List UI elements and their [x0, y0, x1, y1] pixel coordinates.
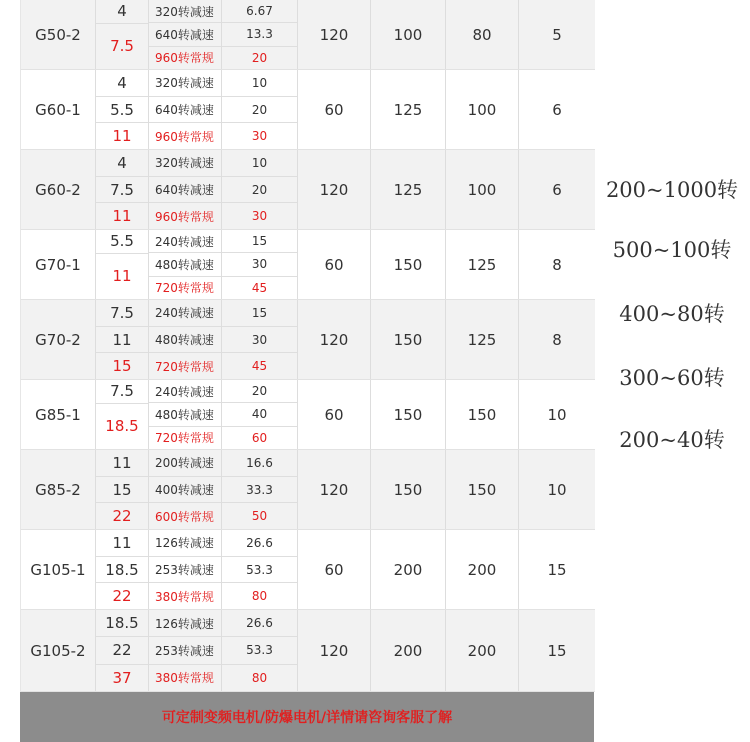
- spec-value: 5: [552, 25, 562, 44]
- ratio-cell: [222, 150, 298, 229]
- model-row: [21, 450, 595, 530]
- power-value: 7.5: [96, 380, 148, 404]
- power-value: 18.5: [96, 610, 148, 637]
- ratio-value: 20: [251, 50, 268, 65]
- spec-value: 6: [552, 100, 562, 119]
- motor-cell: [149, 610, 222, 691]
- speed-range: 400~80转: [619, 302, 725, 326]
- spec-value: 15: [547, 560, 567, 579]
- spec-d-cell: [519, 70, 595, 149]
- spec-value: 8: [552, 255, 562, 274]
- motor-speed: 126转减速: [149, 530, 221, 557]
- ratio-value: 50: [251, 509, 268, 524]
- motor-speed: 640转减速: [149, 97, 221, 124]
- spec-value: 150: [393, 480, 423, 499]
- power-value: 11: [112, 207, 132, 226]
- power-value: 15: [112, 357, 132, 376]
- motor-speed: 320转减速: [149, 150, 221, 177]
- motor-cell: [149, 0, 222, 69]
- model-label: G70-2: [35, 330, 81, 349]
- model-cell: [21, 70, 95, 149]
- motor-speed: 380转常规: [155, 589, 214, 604]
- spec-value: 125: [467, 330, 497, 349]
- motor-speed: 480转减速: [149, 403, 221, 426]
- model-row: [21, 530, 595, 610]
- ratio-value: 26.6: [222, 530, 297, 557]
- motor-speed: 240转减速: [149, 300, 221, 327]
- model-row: [21, 150, 595, 230]
- spec-value: 60: [324, 405, 344, 424]
- motor-cell: [149, 450, 222, 529]
- motor-speed: 720转常规: [155, 359, 214, 374]
- model-row: [21, 0, 595, 70]
- spec-d-cell: [519, 300, 595, 379]
- model-cell: [21, 610, 95, 691]
- ratio-value: 80: [251, 670, 268, 685]
- model-label: G70-1: [35, 255, 81, 274]
- spec-d-cell: [519, 230, 595, 299]
- model-label: G60-2: [35, 180, 81, 199]
- power-value: 7.5: [110, 37, 134, 56]
- model-cell: [21, 380, 95, 449]
- model-row: [21, 230, 595, 300]
- model-label: G50-2: [35, 25, 81, 44]
- spec-a-cell: [298, 0, 371, 69]
- ratio-cell: [222, 230, 298, 299]
- spec-c-cell: [446, 450, 519, 529]
- motor-speed: 320转减速: [149, 70, 221, 97]
- model-label: G105-2: [30, 641, 86, 660]
- spec-value: 150: [393, 255, 423, 274]
- motor-speed: 253转减速: [149, 557, 221, 584]
- ratio-cell: [222, 380, 298, 449]
- motor-speed: 640转减速: [149, 177, 221, 204]
- power-cell: [95, 530, 149, 609]
- spec-d-cell: [519, 610, 595, 691]
- spec-a-cell: [298, 380, 371, 449]
- speed-range: 300~60转: [619, 366, 725, 390]
- model-cell: [21, 530, 95, 609]
- power-value: 7.5: [96, 177, 148, 204]
- ratio-value: 53.3: [222, 557, 297, 584]
- spec-c-cell: [446, 610, 519, 691]
- power-value: 5.5: [96, 97, 148, 124]
- spec-b-cell: [371, 70, 446, 149]
- footer-banner: [20, 692, 594, 742]
- ratio-value: 33.3: [222, 477, 297, 504]
- spec-c-cell: [446, 380, 519, 449]
- spec-d-cell: [519, 530, 595, 609]
- power-value: 11: [96, 327, 148, 354]
- spec-c-cell: [446, 150, 519, 229]
- spec-b-cell: [371, 380, 446, 449]
- power-cell: [95, 610, 149, 691]
- model-cell: [21, 450, 95, 529]
- spec-value: 60: [324, 560, 344, 579]
- speed-range: 200~1000转: [605, 178, 739, 202]
- power-value: 15: [96, 477, 148, 504]
- ratio-value: 26.6: [222, 610, 297, 637]
- power-cell: [95, 70, 149, 149]
- footer-text: 可定制变频电机/防爆电机/详情请咨询客服了解: [161, 710, 453, 726]
- motor-cell: [149, 150, 222, 229]
- spec-value: 8: [552, 330, 562, 349]
- ratio-value: 45: [251, 280, 268, 295]
- ratio-cell: [222, 0, 298, 69]
- spec-d-cell: [519, 450, 595, 529]
- power-value: 4: [96, 150, 148, 177]
- power-cell: [95, 150, 149, 229]
- motor-speed: 640转减速: [149, 23, 221, 46]
- ratio-value: 10: [222, 70, 297, 97]
- power-value: 22: [96, 637, 148, 664]
- motor-cell: [149, 380, 222, 449]
- spec-value: 100: [467, 180, 497, 199]
- spec-value: 150: [393, 405, 423, 424]
- spec-value: 120: [319, 25, 349, 44]
- speed-range-list: [594, 160, 750, 460]
- power-value: 18.5: [105, 417, 139, 436]
- ratio-cell: [222, 70, 298, 149]
- spec-b-cell: [371, 610, 446, 691]
- ratio-value: 16.6: [222, 450, 297, 477]
- spec-value: 6: [552, 180, 562, 199]
- ratio-cell: [222, 610, 298, 691]
- ratio-value: 13.3: [222, 23, 297, 46]
- spec-value: 150: [393, 330, 423, 349]
- ratio-cell: [222, 530, 298, 609]
- spec-a-cell: [298, 70, 371, 149]
- power-cell: [95, 450, 149, 529]
- ratio-cell: [222, 300, 298, 379]
- spec-c-cell: [446, 530, 519, 609]
- motor-cell: [149, 300, 222, 379]
- model-cell: [21, 0, 95, 69]
- motor-speed: 320转减速: [149, 0, 221, 23]
- power-value: 11: [96, 450, 148, 477]
- model-cell: [21, 150, 95, 229]
- spec-value: 10: [547, 405, 567, 424]
- spec-a-cell: [298, 610, 371, 691]
- model-label: G85-1: [35, 405, 81, 424]
- power-value: 37: [112, 668, 132, 687]
- spec-value: 120: [319, 480, 349, 499]
- ratio-value: 6.67: [222, 0, 297, 23]
- spec-b-cell: [371, 230, 446, 299]
- spec-value: 60: [324, 100, 344, 119]
- power-value: 11: [96, 530, 148, 557]
- ratio-value: 45: [251, 359, 268, 374]
- power-value: 4: [96, 0, 148, 24]
- motor-speed: 200转减速: [149, 450, 221, 477]
- model-row: [21, 300, 595, 380]
- spec-a-cell: [298, 530, 371, 609]
- spec-value: 200: [393, 641, 423, 660]
- ratio-value: 60: [251, 430, 268, 445]
- spec-value: 150: [467, 405, 497, 424]
- power-value: 22: [112, 587, 132, 606]
- spec-value: 120: [319, 641, 349, 660]
- spec-value: 100: [393, 25, 423, 44]
- spec-value: 10: [547, 480, 567, 499]
- motor-cell: [149, 70, 222, 149]
- motor-speed: 960转常规: [155, 51, 214, 66]
- power-cell: [95, 380, 149, 449]
- power-value: 4: [96, 70, 148, 97]
- motor-speed: 480转减速: [149, 253, 221, 276]
- spec-d-cell: [519, 150, 595, 229]
- model-label: G60-1: [35, 100, 81, 119]
- power-cell: [95, 300, 149, 379]
- motor-cell: [149, 230, 222, 299]
- power-value: 11: [112, 127, 132, 146]
- power-value: 22: [112, 507, 132, 526]
- ratio-value: 30: [251, 129, 268, 144]
- spec-a-cell: [298, 150, 371, 229]
- ratio-value: 30: [222, 327, 297, 354]
- spec-value: 200: [393, 560, 423, 579]
- spec-value: 100: [467, 100, 497, 119]
- spec-b-cell: [371, 150, 446, 229]
- motor-speed: 126转减速: [149, 610, 221, 637]
- ratio-value: 80: [251, 589, 268, 604]
- ratio-value: 10: [222, 150, 297, 177]
- spec-value: 15: [547, 641, 567, 660]
- spec-value: 150: [467, 480, 497, 499]
- spec-value: 200: [467, 641, 497, 660]
- model-label: G85-2: [35, 480, 81, 499]
- motor-speed: 480转减速: [149, 327, 221, 354]
- speed-range: 500~100转: [612, 238, 732, 262]
- ratio-value: 30: [222, 253, 297, 276]
- power-cell: [95, 230, 149, 299]
- power-cell: [95, 0, 149, 69]
- spec-a-cell: [298, 230, 371, 299]
- spec-value: 200: [467, 560, 497, 579]
- spec-value: 80: [472, 25, 492, 44]
- ratio-value: 15: [222, 300, 297, 327]
- spec-a-cell: [298, 450, 371, 529]
- ratio-value: 20: [222, 177, 297, 204]
- motor-speed: 960转常规: [155, 209, 214, 224]
- power-value: 18.5: [96, 557, 148, 584]
- spec-value: 125: [393, 100, 423, 119]
- model-label: G105-1: [30, 560, 86, 579]
- motor-speed: 960转常规: [155, 129, 214, 144]
- power-value: 5.5: [96, 230, 148, 254]
- spec-value: 60: [324, 255, 344, 274]
- motor-speed: 720转常规: [155, 431, 214, 446]
- speed-range: 200~40转: [619, 428, 725, 452]
- spec-c-cell: [446, 300, 519, 379]
- spec-d-cell: [519, 0, 595, 69]
- spec-c-cell: [446, 0, 519, 69]
- spec-b-cell: [371, 530, 446, 609]
- spec-c-cell: [446, 230, 519, 299]
- model-cell: [21, 300, 95, 379]
- ratio-value: 15: [222, 230, 297, 253]
- ratio-value: 30: [251, 209, 268, 224]
- spec-a-cell: [298, 300, 371, 379]
- motor-cell: [149, 530, 222, 609]
- spec-value: 120: [319, 330, 349, 349]
- power-value: 7.5: [96, 300, 148, 327]
- spec-d-cell: [519, 380, 595, 449]
- model-row: [21, 70, 595, 150]
- ratio-value: 20: [222, 380, 297, 403]
- ratio-value: 53.3: [222, 637, 297, 664]
- spec-b-cell: [371, 0, 446, 69]
- model-row: [21, 380, 595, 450]
- spec-value: 125: [393, 180, 423, 199]
- ratio-value: 20: [222, 97, 297, 124]
- motor-speed: 380转常规: [155, 671, 214, 686]
- spec-b-cell: [371, 450, 446, 529]
- motor-speed: 400转减速: [149, 477, 221, 504]
- model-row: [21, 610, 595, 692]
- spec-b-cell: [371, 300, 446, 379]
- ratio-value: 40: [222, 403, 297, 426]
- motor-speed: 720转常规: [155, 281, 214, 296]
- spec-c-cell: [446, 70, 519, 149]
- specs-table: [20, 0, 594, 692]
- spec-value: 120: [319, 180, 349, 199]
- ratio-cell: [222, 450, 298, 529]
- motor-speed: 240转减速: [149, 230, 221, 253]
- motor-speed: 240转减速: [149, 380, 221, 403]
- power-value: 11: [112, 267, 132, 286]
- model-cell: [21, 230, 95, 299]
- motor-speed: 600转常规: [155, 509, 214, 524]
- motor-speed: 253转减速: [149, 637, 221, 664]
- spec-value: 125: [467, 255, 497, 274]
